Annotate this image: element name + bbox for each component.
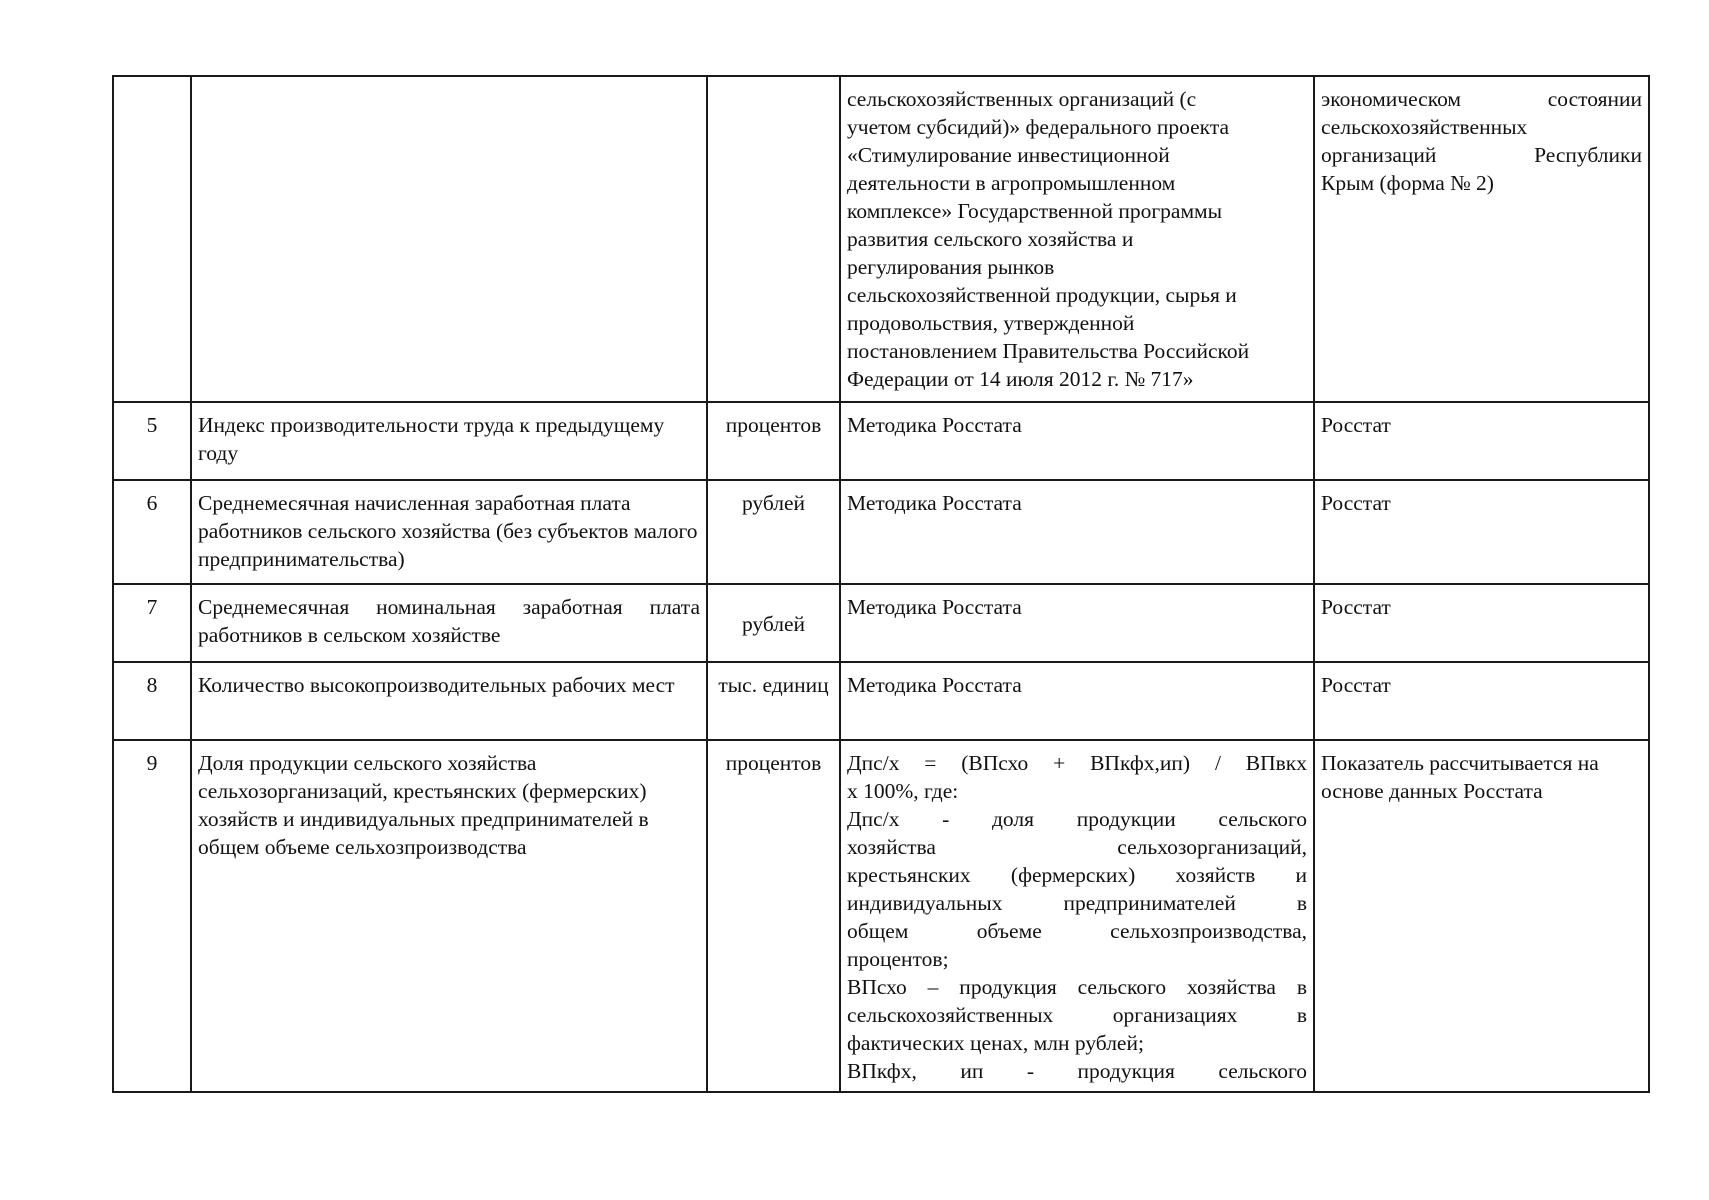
method-line: Дпс/х = (ВПсхо + ВПкфх,ип) / ВПвкх: [847, 751, 1307, 775]
row-number-cell: 5: [113, 402, 191, 480]
indicator-name-cell: [191, 76, 707, 402]
unit-cell: [707, 76, 840, 402]
method-line: развития сельского хозяйства и: [847, 227, 1134, 251]
indicator-name-cell: Доля продукции сельского хозяйства сельхозорганизаций, крестьянских (фермерских) хозяйств и индивидуальных предпринимателей в общем объеме сельхозпроизводства: [191, 740, 707, 1092]
row-number-cell: 7: [113, 584, 191, 662]
table-row: [113, 402, 1649, 480]
source-line: организаций Республики: [1321, 143, 1642, 167]
method-line: общем объеме сельхозпроизводства,: [847, 919, 1307, 943]
method-line: индивидуальных предпринимателей в: [847, 891, 1307, 915]
method-cell: Методика Росстата: [840, 480, 1314, 584]
indicator-name-cell: Среднемесячная начисленная заработная плата работников сельского хозяйства (без субъектов малого предпринимательства): [191, 480, 707, 584]
method-cell: [840, 740, 1314, 1092]
source-cell: Росстат: [1314, 662, 1649, 740]
method-line: комплексе» Государственной программы: [847, 199, 1223, 223]
method-line: хозяйства сельхозорганизаций,: [847, 835, 1307, 859]
method-line: х 100%, где:: [847, 779, 959, 803]
method-cell: [840, 76, 1314, 402]
indicator-name-cell: Индекс производительности труда к предыдущему году: [191, 402, 707, 480]
source-cell: Росстат: [1314, 480, 1649, 584]
source-line: Крым (форма № 2): [1321, 171, 1494, 195]
table-row: [113, 480, 1649, 584]
table-row: [113, 740, 1649, 1092]
method-line: сельскохозяйственной продукции, сырья и: [847, 283, 1237, 307]
unit-cell: рублей: [707, 584, 840, 662]
method-line: продовольствия, утвержденной: [847, 311, 1135, 335]
row-number-cell: 8: [113, 662, 191, 740]
method-line: Федерации от 14 июля 2012 г. № 717»: [847, 367, 1194, 391]
method-line: учетом субсидий)» федерального проекта: [847, 115, 1230, 139]
table-row: [113, 584, 1649, 662]
indicators-table: [112, 75, 1650, 1093]
method-line: «Стимулирование инвестиционной: [847, 143, 1170, 167]
table-row: [113, 76, 1649, 402]
unit-cell: тыс. единиц: [707, 662, 840, 740]
source-line: сельскохозяйственных: [1321, 115, 1528, 139]
method-line: сельскохозяйственных организациях в: [847, 1003, 1307, 1027]
source-cell: [1314, 76, 1649, 402]
method-line: ВПсхо – продукция сельского хозяйства в: [847, 975, 1307, 999]
method-line: регулирования рынков: [847, 255, 1055, 279]
method-line: крестьянских (фермерских) хозяйств и: [847, 863, 1307, 887]
source-cell: Росстат: [1314, 402, 1649, 480]
unit-cell: процентов: [707, 402, 840, 480]
method-line: сельскохозяйственных организаций (с: [847, 87, 1197, 111]
method-cell: Методика Росстата: [840, 402, 1314, 480]
source-cell: Показатель рассчитывается на основе данных Росстата: [1314, 740, 1649, 1092]
row-number-cell: [113, 76, 191, 402]
row-number-cell: 9: [113, 740, 191, 1092]
method-line: постановлением Правительства Российской: [847, 339, 1250, 363]
method-line: Дпс/х - доля продукции сельского: [847, 807, 1307, 831]
indicator-name-cell: Количество высокопроизводительных рабочих мест: [191, 662, 707, 740]
row-number-cell: 6: [113, 480, 191, 584]
method-cell: Методика Росстата: [840, 584, 1314, 662]
source-line: экономическом состоянии: [1321, 87, 1642, 111]
indicator-name-cell: Среднемесячная номинальная заработная плата работников в сельском хозяйстве: [191, 584, 707, 662]
unit-cell: процентов: [707, 740, 840, 1092]
method-cell: Методика Росстата: [840, 662, 1314, 740]
method-line: фактических ценах, млн рублей;: [847, 1031, 1144, 1055]
method-line: ВПкфх, ип - продукция сельского: [847, 1059, 1307, 1083]
source-cell: Росстат: [1314, 584, 1649, 662]
method-line: процентов;: [847, 947, 949, 971]
unit-cell: рублей: [707, 480, 840, 584]
table-row: [113, 662, 1649, 740]
method-line: деятельности в агропромышленном: [847, 171, 1176, 195]
